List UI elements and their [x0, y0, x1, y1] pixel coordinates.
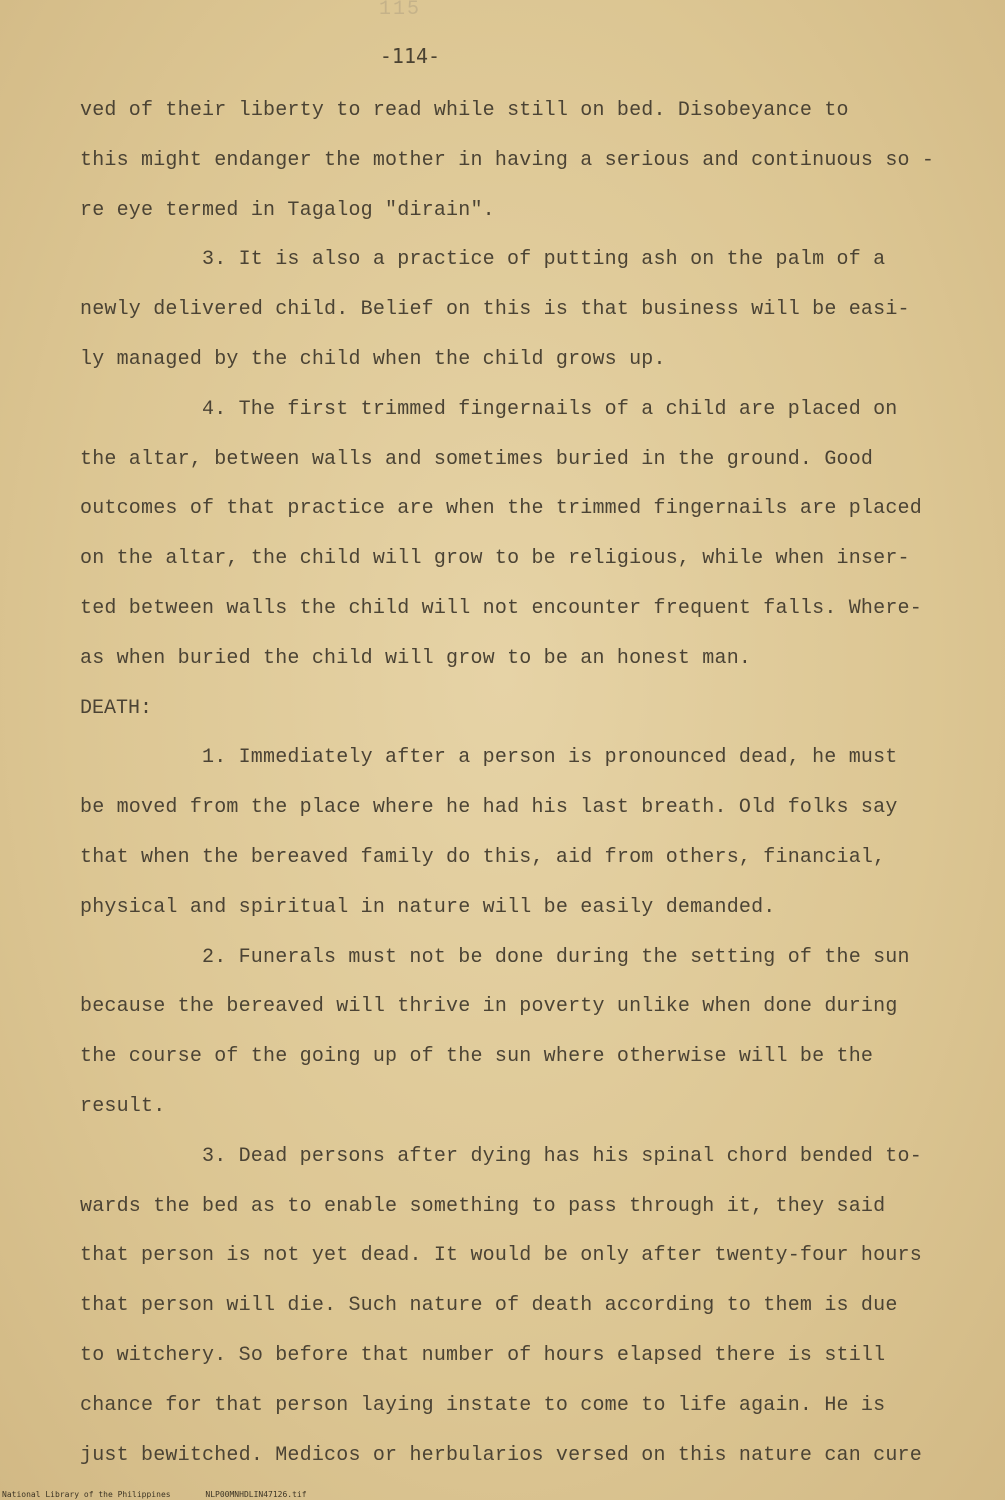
- footer-institution: National Library of the Philippines: [2, 1490, 171, 1499]
- scan-footer: [0, 1489, 1005, 1500]
- text-line: 2. Funerals must not be done during the setting of the sun: [202, 945, 910, 969]
- text-line: chance for that person laying instate to come to life again. He is: [80, 1393, 886, 1417]
- text-line: wards the bed as to enable something to pass through it, they said: [80, 1194, 886, 1218]
- text-line: 4. The first trimmed fingernails of a child are placed on: [202, 397, 898, 421]
- text-line: as when buried the child will grow to be an honest man.: [80, 646, 752, 670]
- text-line: newly delivered child. Belief on this is that business will be easi-: [80, 298, 910, 322]
- text-line: ted between walls the child will not encounter frequent falls. Where-: [80, 596, 922, 620]
- text-line: re eye termed in Tagalog "dirain".: [80, 198, 495, 222]
- text-line: the course of the going up of the sun where otherwise will be the: [80, 1045, 874, 1069]
- text-line: physical and spiritual in nature will be easily demanded.: [80, 895, 776, 919]
- text-line: just bewitched. Medicos or herbularios versed on this nature can cure: [80, 1443, 922, 1467]
- page-number: -114-: [379, 44, 441, 68]
- text-line: the altar, between walls and sometimes buried in the ground. Good: [80, 447, 874, 471]
- old-page-number: 115: [378, 0, 421, 21]
- text-line: 1. Immediately after a person is pronounced dead, he must: [202, 746, 898, 770]
- text-line: this might endanger the mother in having a serious and continuous so -: [80, 148, 935, 172]
- text-line: 3. Dead persons after dying has his spinal chord bended to-: [202, 1144, 922, 1168]
- text-line: that person is not yet dead. It would be only after twenty-four hours: [80, 1244, 922, 1268]
- text-line: 3. It is also a practice of putting ash on the palm of a: [202, 248, 886, 272]
- text-line: that person will die. Such nature of death according to them is due: [80, 1294, 898, 1318]
- body-text: [80, 86, 950, 1480]
- text-line: because the bereaved will thrive in poverty unlike when done during: [80, 995, 898, 1019]
- text-line: ved of their liberty to read while still on bed. Disobeyance to: [80, 99, 849, 122]
- section-heading-death: DEATH:: [80, 696, 153, 720]
- text-line: ly managed by the child when the child grows up.: [80, 347, 666, 371]
- text-line: result.: [80, 1094, 166, 1118]
- text-line: outcomes of that practice are when the trimmed fingernails are placed: [80, 497, 922, 521]
- text-line: be moved from the place where he had his last breath. Old folks say: [80, 796, 898, 820]
- text-line: on the altar, the child will grow to be religious, while when inser-: [80, 547, 910, 571]
- text-line: that when the bereaved family do this, aid from others, financial,: [80, 845, 886, 869]
- footer-filename: NLP00MNHDLIN47126.tif: [205, 1490, 307, 1499]
- text-line: to witchery. So before that number of hours elapsed there is still: [80, 1343, 886, 1367]
